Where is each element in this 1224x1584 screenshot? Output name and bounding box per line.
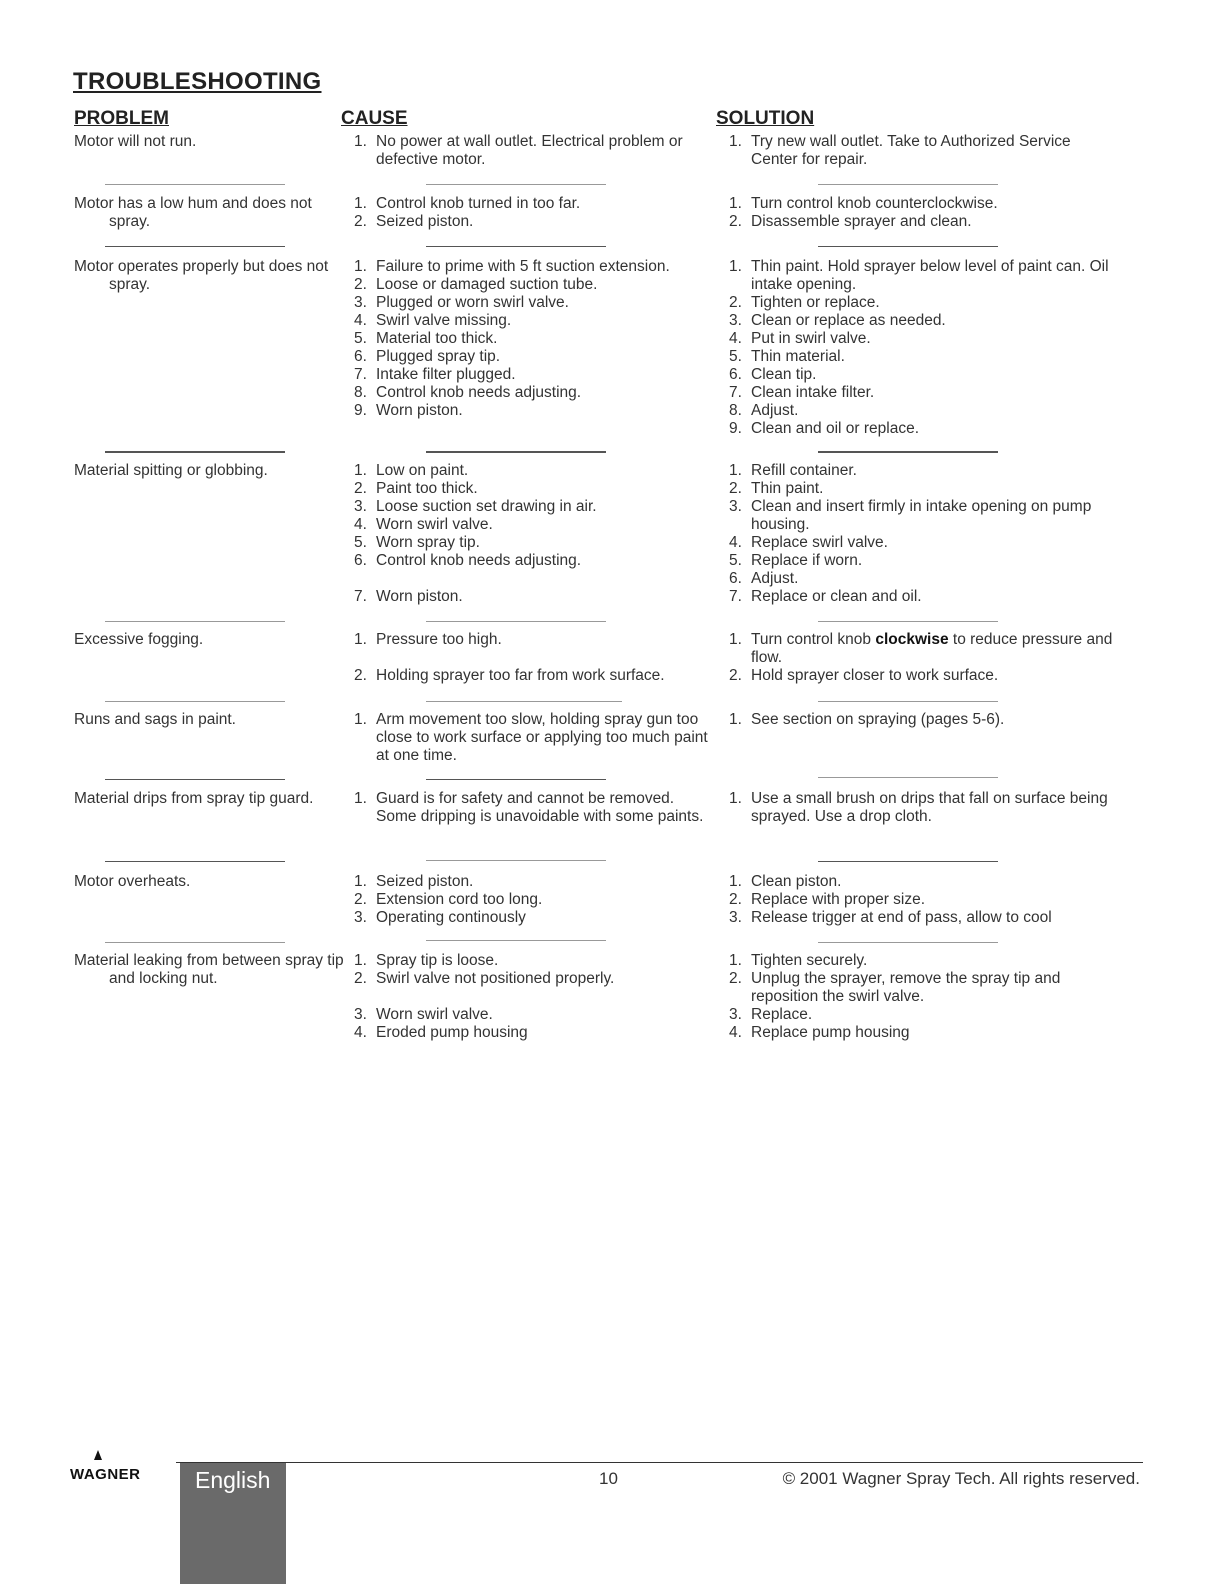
cause-item: 1. Spray tip is loose. (354, 952, 499, 969)
cause-list (354, 258, 709, 420)
divider (105, 451, 285, 453)
divider (818, 246, 998, 247)
solution-item: 3. Replace. (729, 1006, 813, 1023)
solution-item: 4. Replace pump housing (729, 1024, 910, 1041)
solution-item: 2. Unplug the sprayer, remove the spray tip and reposition the swirl valve. (729, 970, 1061, 1005)
solution-list (729, 462, 1119, 606)
solution-item: 2. Thin paint. (729, 480, 824, 497)
solution-item: 4. Put in swirl valve. (729, 330, 871, 347)
cause-item: 4. Swirl valve missing. (354, 312, 512, 329)
divider (426, 621, 606, 622)
divider (818, 184, 998, 185)
solution-list (729, 711, 1119, 729)
problem-text: Material leaking from between spray tip and locking nut. (74, 952, 344, 987)
problem-text: Motor operates properly but does not spray. (74, 258, 329, 293)
divider (105, 779, 285, 780)
solution-list (729, 790, 1119, 826)
wagner-logo: WAGNER (70, 1466, 141, 1483)
cause-item: 1. Control knob turned in too far. (354, 195, 581, 212)
cause-list (354, 873, 709, 927)
solution-item: 6. Adjust. (729, 570, 799, 587)
footer-rule (176, 1462, 1143, 1463)
divider (105, 621, 285, 622)
solution-list (729, 873, 1119, 927)
cause-item: 2. Holding sprayer too far from work surface. (354, 667, 665, 684)
cause-item: 2. Loose or damaged suction tube. (354, 276, 598, 293)
solution-list (729, 952, 1119, 1042)
solution-list (729, 133, 1119, 169)
cause-list (354, 462, 709, 606)
cause-item: 1. No power at wall outlet. Electrical problem or defective motor. (354, 133, 683, 168)
divider (105, 701, 285, 702)
divider (818, 701, 998, 702)
solution-item: 1. Try new wall outlet. Take to Authorized Service Center for repair. (729, 133, 1071, 168)
solution-item: 1. Tighten securely. (729, 952, 868, 969)
solution-column-header: SOLUTION (716, 108, 815, 129)
solution-item: 6. Clean tip. (729, 366, 817, 383)
copyright-notice: © 2001 Wagner Spray Tech. All rights reserved. (782, 1469, 1140, 1488)
cause-list (354, 133, 709, 169)
divider (426, 246, 606, 247)
cause-item: 3. Operating continously (354, 909, 526, 926)
divider (818, 777, 998, 778)
divider (426, 701, 622, 702)
solution-item: 1. Use a small brush on drips that fall on surface being sprayed. Use a drop cloth. (729, 790, 1108, 825)
solution-item: 8. Adjust. (729, 402, 799, 419)
solution-item: 2. Tighten or replace. (729, 294, 880, 311)
cause-list (354, 790, 709, 826)
divider (426, 940, 606, 941)
solution-item: 3. Release trigger at end of pass, allow to cool (729, 909, 1052, 926)
problem-text: Material spitting or globbing. (74, 462, 268, 479)
solution-item: 7. Replace or clean and oil. (729, 588, 922, 605)
divider (818, 942, 998, 943)
divider (105, 942, 285, 943)
divider (426, 779, 606, 780)
solution-list (729, 631, 1119, 685)
problem-text: Runs and sags in paint. (74, 711, 236, 728)
solution-item: 3. Clean or replace as needed. (729, 312, 946, 329)
cause-item: 4. Eroded pump housing (354, 1024, 528, 1041)
cause-item: 5. Material too thick. (354, 330, 498, 347)
solution-item: 1. Turn control knob counterclockwise. (729, 195, 998, 212)
solution-list (729, 195, 1119, 231)
cause-item: 1. Low on paint. (354, 462, 469, 479)
divider (426, 451, 606, 453)
cause-list (354, 195, 709, 231)
cause-item: 7. Worn piston. (354, 588, 463, 605)
cause-item: 1. Guard is for safety and cannot be removed. Some dripping is unavoidable with some paints. (354, 790, 704, 825)
cause-item: 9. Worn piston. (354, 402, 463, 419)
cause-item: 8. Control knob needs adjusting. (354, 384, 582, 401)
problem-text: Excessive fogging. (74, 631, 204, 648)
cause-item: 6. Control knob needs adjusting. (354, 552, 582, 569)
cause-item: 3. Loose suction set drawing in air. (354, 498, 597, 515)
problem-column-header: PROBLEM (74, 108, 169, 129)
solution-item: 2. Hold sprayer closer to work surface. (729, 667, 999, 684)
divider (105, 246, 285, 247)
cause-item: 7. Intake filter plugged. (354, 366, 516, 383)
cause-item: 1. Arm movement too slow, holding spray gun too close to work surface or applying too much paint at one time. (354, 711, 708, 764)
divider (105, 184, 285, 185)
solution-item: 1. Thin paint. Hold sprayer below level of paint can. Oil intake opening. (729, 258, 1109, 293)
solution-item: 9. Clean and oil or replace. (729, 420, 920, 437)
solution-item: 4. Replace swirl valve. (729, 534, 888, 551)
cause-item: 4. Worn swirl valve. (354, 516, 493, 533)
divider (818, 621, 998, 622)
divider (426, 860, 606, 861)
solution-item: 5. Thin material. (729, 348, 845, 365)
page-number: 10 (599, 1469, 618, 1488)
cause-item: 6. Plugged spray tip. (354, 348, 501, 365)
cause-item: 1. Failure to prime with 5 ft suction extension. (354, 258, 670, 275)
solution-item: 1. See section on spraying (pages 5-6). (729, 711, 1005, 728)
solution-item: 1. Clean piston. (729, 873, 842, 890)
divider (426, 184, 606, 185)
cause-item: 3. Plugged or worn swirl valve. (354, 294, 569, 311)
problem-text: Motor overheats. (74, 873, 191, 890)
cause-item: 1. Pressure too high. (354, 631, 502, 648)
cause-item: 2. Paint too thick. (354, 480, 478, 497)
wagner-logo-arrow-icon (94, 1450, 102, 1460)
page-title: TROUBLESHOOTING (73, 68, 322, 95)
cause-column-header: CAUSE (341, 108, 408, 129)
language-label: English (195, 1467, 271, 1493)
divider (105, 861, 285, 862)
solution-item: 1. Refill container. (729, 462, 857, 479)
solution-item: 5. Replace if worn. (729, 552, 863, 569)
cause-item: 2. Swirl valve not positioned properly. (354, 970, 615, 987)
solution-item: 7. Clean intake filter. (729, 384, 875, 401)
solution-list (729, 258, 1119, 438)
cause-item: 2. Extension cord too long. (354, 891, 543, 908)
cause-item: 2. Seized piston. (354, 213, 474, 230)
solution-item: 1. Turn control knob clockwise to reduce pressure and flow. (729, 631, 1113, 666)
solution-item: 3. Clean and insert firmly in intake opening on pump housing. (729, 498, 1092, 533)
cause-item: 5. Worn spray tip. (354, 534, 480, 551)
cause-list (354, 711, 709, 765)
solution-item: 2. Disassemble sprayer and clean. (729, 213, 972, 230)
cause-list (354, 631, 709, 685)
cause-item: 3. Worn swirl valve. (354, 1006, 493, 1023)
cause-list (354, 952, 709, 1042)
problem-text: Material drips from spray tip guard. (74, 790, 314, 807)
divider (818, 451, 998, 453)
divider (818, 861, 998, 862)
problem-text: Motor has a low hum and does not spray. (74, 195, 312, 230)
problem-text: Motor will not run. (74, 133, 197, 150)
cause-item: 1. Seized piston. (354, 873, 474, 890)
solution-item: 2. Replace with proper size. (729, 891, 926, 908)
emphasis-clockwise: clockwise (875, 631, 949, 648)
language-tab (180, 1463, 286, 1584)
